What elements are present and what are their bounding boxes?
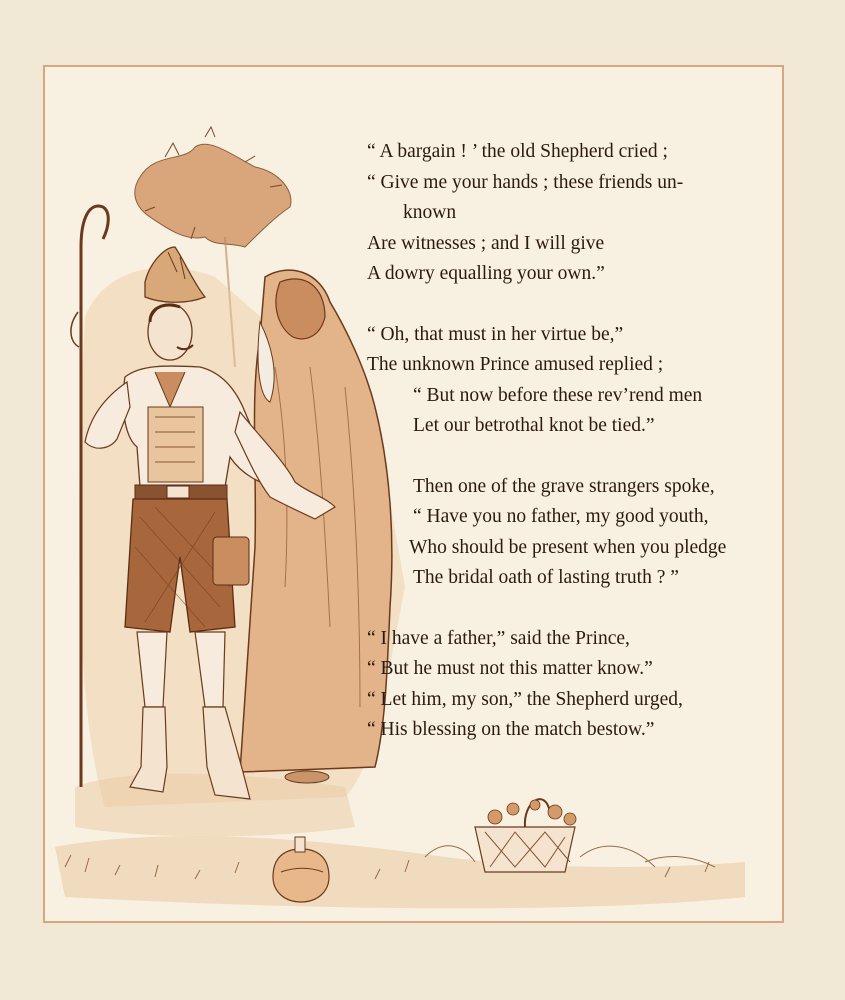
verse-line: “ His blessing on the match bestow.” bbox=[367, 719, 655, 740]
verse-line: Then one of the grave strangers spoke, bbox=[413, 475, 715, 497]
verse-line: The bridal oath of lasting truth ? ” bbox=[413, 567, 679, 588]
verse-line: Who should be present when you pledge bbox=[409, 536, 727, 558]
page-border-frame bbox=[43, 65, 784, 923]
verse-line: Are witnesses ; and I will give bbox=[367, 232, 605, 254]
verse-line: Let our betrothal knot be tied.” bbox=[413, 415, 655, 436]
verse-line: “ Have you no father, my good youth, bbox=[413, 506, 709, 527]
verse-line: “ I have a father,” said the Prince, bbox=[367, 627, 630, 649]
verse-line: “ Oh, that must in her virtue be,” bbox=[367, 323, 624, 345]
verse-line: “ A bargain ! ’ the old Shepherd cried ; bbox=[367, 141, 668, 162]
verse-line: The unknown Prince amused replied ; bbox=[367, 354, 664, 375]
stanza-3 bbox=[367, 472, 777, 594]
poem-text bbox=[367, 137, 777, 776]
verse-line: A dowry equalling your own.” bbox=[367, 263, 605, 284]
tree-foliage bbox=[135, 127, 291, 247]
verse-line: “ Give me your hands ; these friends un- bbox=[367, 171, 684, 193]
stanza-1 bbox=[367, 137, 777, 290]
verse-line: “ But he must not this matter know.” bbox=[367, 658, 653, 679]
stanza-4 bbox=[367, 624, 777, 746]
verse-line: known bbox=[403, 202, 457, 223]
verse-line: “ But now before these rev’rend men bbox=[413, 384, 703, 406]
stanza-2 bbox=[367, 320, 777, 442]
verse-line: “ Let him, my son,” the Shepherd urged, bbox=[367, 688, 683, 710]
